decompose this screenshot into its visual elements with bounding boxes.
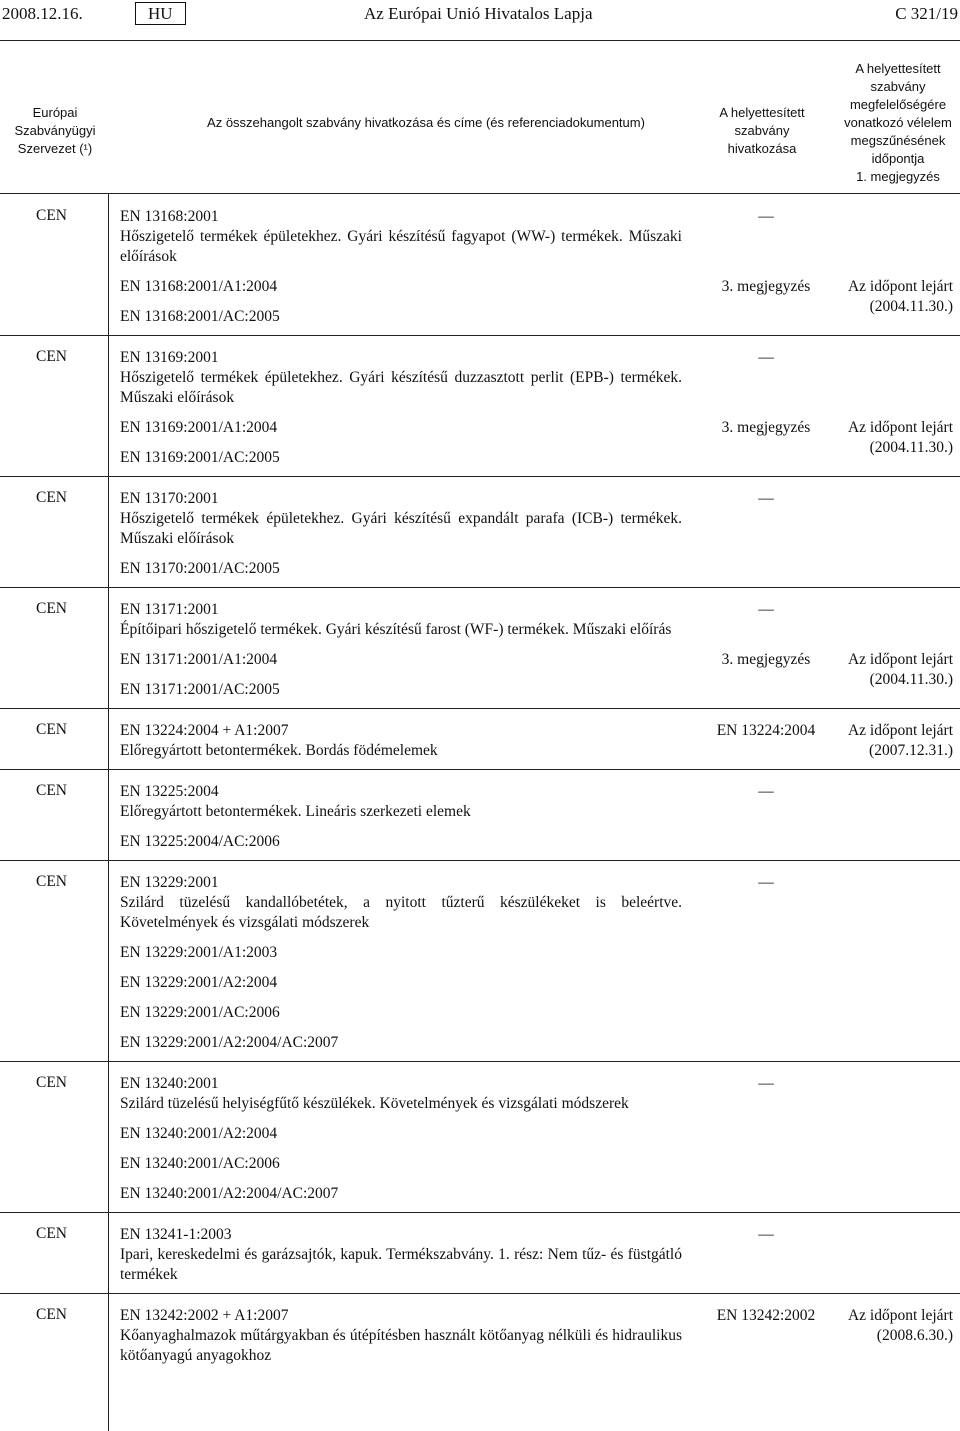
standard-reference: EN 13170:2001/AC:2005 — [120, 560, 280, 577]
standard-reference: EN 13169:2001/AC:2005 — [120, 449, 280, 466]
organization-cell: CEN — [36, 721, 67, 738]
standard-reference-line — [120, 559, 960, 579]
standard-title: Építőipari hőszigetelő termékek. Gyári készítésű farost (WF-) termékek. Műszaki előírás — [120, 621, 672, 638]
organization-cell: CEN — [36, 489, 67, 506]
standard-reference: EN 13229:2001/AC:2006 — [120, 1004, 280, 1021]
cessation-date: Az időpont lejárt (2008.6.30.) — [847, 1307, 953, 1344]
standard-reference: EN 13229:2001/A2:2004 — [120, 974, 278, 991]
superseded-standard: 3. megjegyzés — [721, 651, 811, 668]
standard-title-line — [120, 1094, 960, 1114]
standard-reference-line — [120, 1184, 960, 1204]
standard-reference-line — [120, 1033, 960, 1053]
standard-reference-line — [120, 1003, 960, 1023]
cessation-date: Az időpont lejárt (2004.11.30.) — [847, 278, 953, 315]
organization-cell: CEN — [36, 348, 67, 365]
superseded-standard: — — [758, 1075, 774, 1092]
standard-reference: EN 13171:2001/AC:2005 — [120, 681, 280, 698]
standard-title-line — [120, 893, 960, 933]
standard-title: Hőszigetelő termékek épületekhez. Gyári készítésű fagyapot (WW-) termékek. Műszaki előírások — [120, 228, 682, 265]
standard-reference: EN 13229:2001 — [120, 874, 219, 891]
standard-title-line — [120, 1245, 960, 1285]
organization-cell: CEN — [36, 782, 67, 799]
note-1-label: 1. megjegyzés — [856, 169, 940, 184]
organization-cell: CEN — [36, 600, 67, 617]
standard-reference-line — [120, 418, 960, 456]
standard-reference-line — [120, 600, 960, 620]
superseded-standard: — — [758, 1226, 774, 1243]
standard-reference-line — [120, 1225, 960, 1245]
standard-title: Hőszigetelő termékek épületekhez. Gyári készítésű expandált parafa (ICB-) termékek. Műszaki előírások — [120, 510, 682, 547]
table-row — [0, 336, 960, 477]
table-row — [0, 1213, 960, 1294]
superseded-standard: — — [758, 208, 774, 225]
page-header — [0, 0, 960, 32]
standard-reference: EN 13225:2004/AC:2006 — [120, 833, 280, 850]
date-ceased-label: A helyettesített szabvány megfelelőségére vonatkozó vélelem megszűnésének időpontja — [844, 61, 952, 166]
standard-reference: EN 13169:2001 — [120, 349, 219, 366]
standard-reference: EN 13168:2001/AC:2005 — [120, 308, 280, 325]
standard-reference: EN 13168:2001/A1:2004 — [120, 278, 278, 295]
standard-title-line — [120, 1326, 960, 1366]
standard-reference: EN 13241-1:2003 — [120, 1226, 232, 1243]
standard-reference-line — [120, 650, 960, 688]
column-header-date-ceased — [836, 60, 960, 186]
standard-reference: EN 13225:2004 — [120, 783, 219, 800]
language-badge: HU — [135, 2, 186, 25]
standard-reference-line — [120, 782, 960, 802]
standard-reference-line — [120, 277, 960, 315]
standard-reference: EN 13171:2001 — [120, 601, 219, 618]
table-row — [0, 477, 960, 588]
standard-title-line — [120, 741, 960, 761]
standard-reference-line — [120, 1124, 960, 1144]
table-row — [0, 709, 960, 770]
standard-reference: EN 13240:2001/AC:2006 — [120, 1155, 280, 1172]
cessation-date: Az időpont lejárt (2007.12.31.) — [847, 722, 953, 759]
standard-reference: EN 13229:2001/A2:2004/AC:2007 — [120, 1034, 339, 1051]
table-row — [0, 1294, 960, 1374]
standard-reference-line — [120, 489, 960, 509]
superseded-standard: — — [758, 783, 774, 800]
standard-reference: EN 13229:2001/A1:2003 — [120, 944, 278, 961]
standard-reference-line — [120, 680, 960, 700]
standard-title-line — [120, 227, 960, 267]
superseded-standard: 3. megjegyzés — [721, 419, 811, 436]
column-header-standard: Az összehangolt szabvány hivatkozása és címe (és referenciadokumentum) — [207, 115, 645, 130]
standard-reference-line — [120, 1074, 960, 1094]
table-row — [0, 588, 960, 709]
superseded-standard: 3. megjegyzés — [721, 278, 811, 295]
table-header-rule — [0, 193, 960, 194]
journal-title: Az Európai Unió Hivatalos Lapja — [364, 4, 593, 23]
superseded-standard: — — [758, 349, 774, 366]
table-row — [0, 770, 960, 861]
standard-reference: EN 13170:2001 — [120, 490, 219, 507]
standard-title-line — [120, 620, 960, 640]
standard-reference-line — [120, 832, 960, 852]
standard-title-line — [120, 509, 960, 549]
organization-cell: CEN — [36, 1074, 67, 1091]
standard-title: Szilárd tüzelésű kandallóbetétek, a nyitott tűzterű készülékeket is beleértve. Követelmények és vizsgálati módszerek — [120, 894, 682, 931]
cessation-date: Az időpont lejárt (2004.11.30.) — [847, 651, 953, 688]
standard-reference-line — [120, 943, 960, 963]
standard-reference: EN 13168:2001 — [120, 208, 219, 225]
superseded-standard: — — [758, 490, 774, 507]
table-row — [0, 1062, 960, 1213]
standard-title: Előregyártott betontermékek. Lineáris szerkezeti elemek — [120, 803, 471, 820]
superseded-standard: EN 13224:2004 — [716, 722, 816, 739]
header-rule — [0, 40, 960, 41]
publication-date: 2008.12.16. — [2, 4, 83, 23]
standard-reference-line — [120, 973, 960, 993]
organization-cell: CEN — [36, 1306, 67, 1323]
table-row — [0, 195, 960, 336]
organization-cell: CEN — [36, 873, 67, 890]
superseded-standard: — — [758, 601, 774, 618]
standard-reference: EN 13240:2001/A2:2004 — [120, 1125, 278, 1142]
standard-title-line — [120, 368, 960, 408]
standard-title: Kőanyaghalmazok műtárgyakban és útépítésben használt kötőanyag nélküli és hidraulikus kötőanyagú anyagokhoz — [120, 1327, 682, 1364]
cessation-date: Az időpont lejárt (2004.11.30.) — [847, 419, 953, 456]
standard-reference-line — [120, 448, 960, 468]
standards-table — [0, 195, 960, 1374]
standard-title: Hőszigetelő termékek épületekhez. Gyári készítésű duzzasztott perlit (EPB-) termékek. Műszaki előírások — [120, 369, 682, 406]
standard-reference: EN 13240:2001/A2:2004/AC:2007 — [120, 1185, 339, 1202]
standard-title-line — [120, 802, 960, 822]
table-row — [0, 861, 960, 1062]
standard-reference-line — [120, 873, 960, 893]
standard-reference-line — [120, 207, 960, 227]
organization-cell: CEN — [36, 207, 67, 224]
organization-cell: CEN — [36, 1225, 67, 1242]
column-header-superseded: A helyettesített szabvány hivatkozása — [719, 105, 805, 156]
column-header-org: Európai Szabványügyi Szervezet (¹) — [14, 105, 96, 156]
standard-title: Előregyártott betontermékek. Bordás födémelemek — [120, 742, 438, 759]
standard-reference-line — [120, 1306, 960, 1344]
standard-reference-line — [120, 307, 960, 327]
standard-reference-line — [120, 348, 960, 368]
standard-reference: EN 13240:2001 — [120, 1075, 219, 1092]
superseded-standard: EN 13242:2002 — [716, 1307, 816, 1324]
standard-reference: EN 13224:2004 + A1:2007 — [120, 722, 289, 739]
standard-title: Ipari, kereskedelmi és garázsajtók, kapuk. Termékszabvány. 1. rész: Nem tűz- és füstgátló termékek — [120, 1246, 682, 1283]
standard-title: Szilárd tüzelésű helyiségfűtő készülékek. Követelmények és vizsgálati módszerek — [120, 1095, 629, 1112]
standard-reference: EN 13169:2001/A1:2004 — [120, 419, 278, 436]
page-number: C 321/19 — [895, 4, 958, 23]
standard-reference: EN 13242:2002 + A1:2007 — [120, 1307, 289, 1324]
standard-reference-line — [120, 1154, 960, 1174]
superseded-standard: — — [758, 874, 774, 891]
standard-reference: EN 13171:2001/A1:2004 — [120, 651, 278, 668]
